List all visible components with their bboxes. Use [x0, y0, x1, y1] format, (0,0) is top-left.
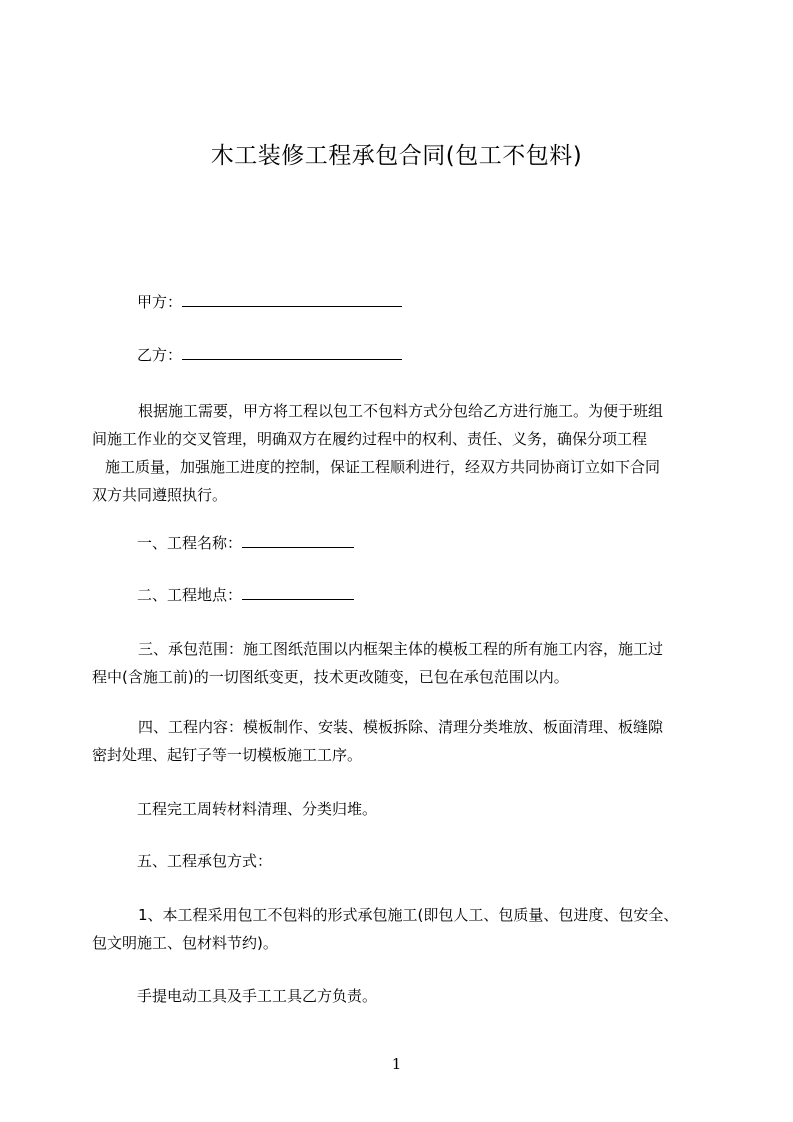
intro-line-1: 根据施工需要，甲方将工程以包工不包料方式分包给乙方进行施工。为便于班组 [138, 402, 664, 420]
intro-line-2: 间施工作业的交叉管理，明确双方在履约过程中的权利、责任、义务，确保分项工程 [92, 430, 648, 448]
content-paragraph [92, 713, 663, 769]
intro-line-4: 双方共同遵照执行。 [92, 486, 228, 504]
contract-method-label: 五、工程承包方式： [137, 852, 273, 870]
project-name-line [137, 533, 354, 553]
project-name-label: 一、工程名称： [137, 534, 243, 552]
party-b-blank [182, 345, 402, 360]
party-a-label: 甲方： [137, 293, 183, 311]
scope-line-2: 程中(含施工前)的一切图纸变更，技术更改随变，已包在承包范围以内。 [92, 668, 569, 686]
party-a-blank [182, 292, 402, 307]
method-item-1-paragraph [92, 901, 678, 957]
party-a-line [137, 292, 402, 312]
intro-line-3: 施工质量，加强施工进度的控制，保证工程顺利进行，经双方共同协商订立如下合同 [105, 458, 661, 476]
party-b-line [137, 345, 402, 365]
page-number: 1 [391, 1055, 402, 1073]
document-title: 木工装修工程承包合同(包工不包料) [210, 143, 583, 169]
project-location-blank [242, 585, 354, 600]
method-item-1-line-1: 1、本工程采用包工不包料的形式承包施工(即包人工、包质量、包进度、包安全、 [138, 906, 679, 924]
tools-line: 手提电动工具及手工工具乙方负责。 [137, 987, 378, 1005]
intro-paragraph [92, 397, 663, 509]
project-name-blank [242, 533, 354, 548]
cleanup-line: 工程完工周转材料清理、分类归堆。 [137, 800, 378, 818]
project-location-label: 二、工程地点： [137, 586, 243, 604]
party-b-label: 乙方： [137, 346, 183, 364]
content-line-1: 四、工程内容：模板制作、安装、模板拆除、清理分类堆放、板面清理、板缝隙 [138, 718, 664, 736]
scope-line-1: 三、承包范围：施工图纸范围以内框架主体的模板工程的所有施工内容，施工过 [138, 640, 664, 658]
project-location-line [137, 585, 354, 605]
method-item-1-line-2: 包文明施工、包材料节约)。 [92, 934, 278, 952]
scope-paragraph [92, 635, 663, 691]
content-line-2: 密封处理、起钉子等一切模板施工工序。 [92, 746, 363, 764]
